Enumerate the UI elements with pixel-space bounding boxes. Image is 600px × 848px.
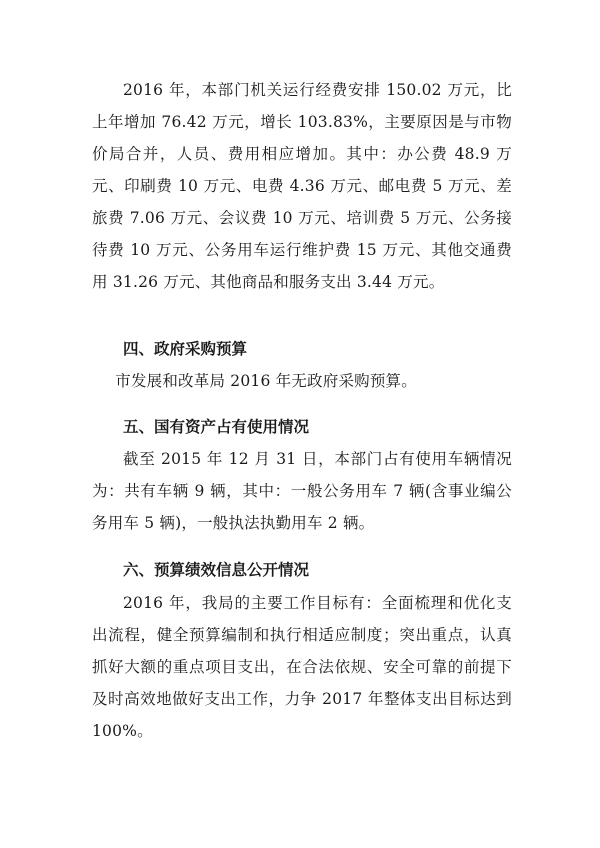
- heading-performance-disclosure: 六、预算绩效信息公开情况: [123, 561, 310, 579]
- paragraph-performance-goals: 2016 年，我局的主要工作目标有：全面梳理和优化支出流程，健全预算编制和执行相适应制度；突出重点，认真抓好大额的重点项目支出，在合法依规、安全可靠的前提下及时高效地做好支出工作，力争 2017 年整体支出目标达到 100%。: [92, 594, 512, 740]
- paragraph-procurement-budget: 市发展和改革局 2016 年无政府采购预算。: [115, 372, 417, 390]
- paragraph-operating-expenses: 2016 年，本部门机关运行经费安排 150.02 万元，比上年增加 76.42 万元，增长 103.83%，主要原因是与市物价局合并，人员、费用相应增加。其中：办公费 48.9 万元、印刷费 10 万元、电费 4.36 万元、邮电费 5 万元、差旅费 7.06 万元、会议费 10 万元、培训费 5 万元、公务接待费 10 万元、公务用车运行维护费 15 万元、其他交通费用 31.26 万元、其他商品和服务支出 3.44 万元。: [92, 81, 512, 291]
- heading-state-assets: 五、国有资产占有使用情况: [123, 418, 310, 436]
- paragraph-vehicle-assets: 截至 2015 年 12 月 31 日，本部门占有使用车辆情况为：共有车辆 9 辆，其中：一般公务用车 7 辆(含事业编公务用车 5 辆)，一般执法执勤用车 2 辆。: [92, 450, 512, 532]
- heading-government-procurement: 四、政府采购预算: [123, 340, 248, 358]
